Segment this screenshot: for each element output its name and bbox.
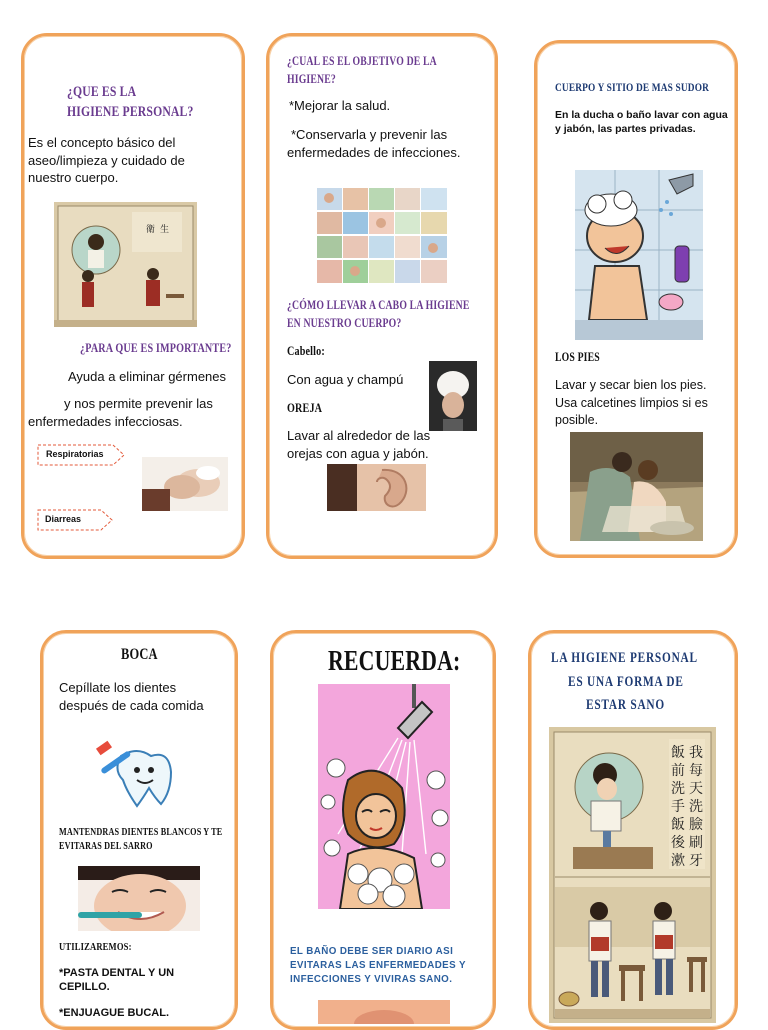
tag-diarreas-label: Diarreas <box>45 514 82 524</box>
tooth-cartoon <box>93 740 183 810</box>
panel2-objective1: *Mejorar la salud. <box>289 98 391 113</box>
svg-text:每: 每 <box>689 763 703 779</box>
panel3-heading: CUERPO Y SITIO DE MAS SUDOR <box>555 80 710 94</box>
panel6-title-line1: LA HIGIENE PERSONAL <box>551 650 698 666</box>
svg-text:牙: 牙 <box>689 853 703 869</box>
svg-text:洗: 洗 <box>671 781 685 797</box>
panel1-heading-line1: ¿QUE ES LA <box>67 84 137 100</box>
panel3-feet-heading: LOS PIES <box>555 350 600 364</box>
panel6-title-line2: ES UNA FORMA DE <box>568 674 684 690</box>
shower-cartoon <box>575 170 703 340</box>
girl-brushing-photo <box>78 866 200 931</box>
hygiene-poster-large <box>549 727 716 1023</box>
svg-text:前: 前 <box>671 763 685 779</box>
panel1-heading-line2: HIGIENE PERSONAL? <box>67 104 194 120</box>
svg-text:飯: 飯 <box>671 745 685 761</box>
poster-illustration-small <box>54 202 197 327</box>
svg-text:衛: 衛 <box>146 225 156 235</box>
svg-text:洗: 洗 <box>689 799 703 815</box>
bottom-photo-strip <box>318 1000 450 1024</box>
panel4-brush-text: Cepíllate los dientes después de cada comida <box>59 680 204 713</box>
svg-text:臉: 臉 <box>689 817 703 833</box>
panel1-importance-heading: ¿PARA QUE ES IMPORTANTE? <box>80 340 232 355</box>
health-collage-image <box>317 188 447 283</box>
svg-text:飯: 飯 <box>671 817 685 833</box>
svg-text:刷: 刷 <box>689 835 703 851</box>
panel6-title-line3: ESTAR SANO <box>586 697 665 713</box>
panel4-use-heading: UTILIZAREMOS: <box>59 941 132 953</box>
svg-text:我: 我 <box>689 745 703 761</box>
svg-text:天: 天 <box>689 781 703 797</box>
panel2-hair-label: Cabello: <box>287 343 325 358</box>
svg-text:後: 後 <box>671 835 685 851</box>
svg-text:生: 生 <box>160 225 170 235</box>
panel2-objective2: *Conservarla y prevenir las enfermedades de infecciones. <box>287 127 461 160</box>
tag-respiratorias-label: Respiratorias <box>46 449 104 459</box>
panel4-white-teeth: MANTENDRAS DIENTES BLANCOS Y TE EVITARAS DEL SARRO <box>59 827 223 852</box>
svg-text:手: 手 <box>671 799 685 815</box>
tag-respiratorias <box>37 444 125 466</box>
panel2-howto-heading: ¿CÓMO LLEVAR A CABO LA HIGIENE EN NUESTRO CUERPO? <box>287 298 470 330</box>
panel1-importance-line2: y nos permite prevenir las enfermedades infecciosas. <box>28 396 213 429</box>
panel3-feet-text: Lavar y secar bien los pies. Usa calcetines limpios si es posible. <box>555 378 708 427</box>
panel1-importance-line1: Ayuda a eliminar gérmenes <box>68 369 227 384</box>
panel5-heading: RECUERDA: <box>328 646 461 677</box>
hands-sneeze-photo <box>142 457 228 511</box>
panel5-remember-text: EL BAÑO DEBE SER DIARIO ASI EVITARAS LAS ENFERMEDADES Y INFECCIONES Y VIVIRAS SANO. <box>290 946 466 985</box>
panel2-hair-text: Con agua y champú <box>287 372 404 387</box>
ear-photo <box>327 464 426 511</box>
panel1-definition: Es el concepto básico del aseo/limpieza y cuidado de nuestro cuerpo. <box>28 135 185 185</box>
panel4-heading: BOCA <box>121 646 158 663</box>
svg-text:漱: 漱 <box>671 853 685 869</box>
panel4-item2: *ENJUAGUE BUCAL. <box>59 1007 170 1019</box>
mother-child-painting <box>570 432 703 541</box>
panel4-item1: *PASTA DENTAL Y UN CEPILLO. <box>59 967 175 993</box>
shower-woman-cartoon <box>318 684 450 909</box>
panel2-ear-label: OREJA <box>287 400 323 415</box>
panel3-body-text: En la ducha o baño lavar con agua y jabón, las partes privadas. <box>555 109 728 135</box>
panel2-heading: ¿CUAL ES EL OBJETIVO DE LA HIGIENE? <box>287 54 437 86</box>
panel2-ear-text: Lavar al alrededor de las orejas con agua y jabón. <box>287 428 431 461</box>
hair-wash-photo <box>429 361 477 431</box>
tag-diarreas <box>37 509 113 531</box>
